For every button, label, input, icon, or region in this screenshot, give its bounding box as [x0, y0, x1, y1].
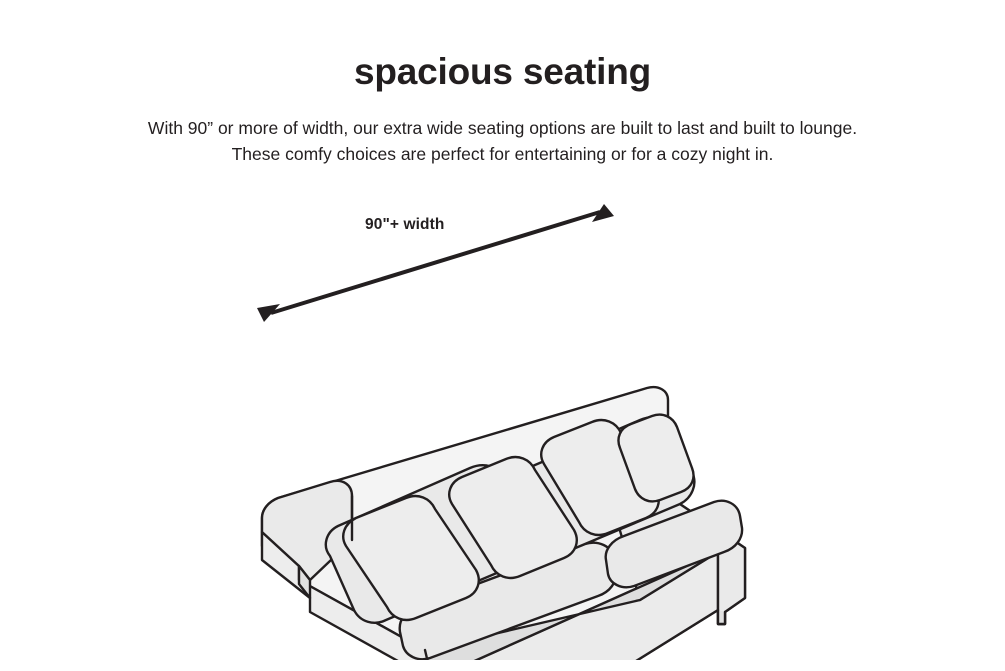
description-text: [0, 115, 1005, 168]
page-title: spacious seating: [353, 51, 651, 92]
description-line-2: These comfy choices are perfect for entertaining or for a cozy night in.: [231, 144, 774, 165]
dimension-label: 90"+ width: [365, 216, 445, 233]
sofa-line-drawing-svg: [0, 180, 1005, 660]
sofa-illustration: [0, 180, 1005, 660]
description-line-1: With 90” or more of width, our extra wide seating options are built to last and built to lounge.: [147, 118, 858, 138]
sofa-body: [262, 387, 745, 660]
